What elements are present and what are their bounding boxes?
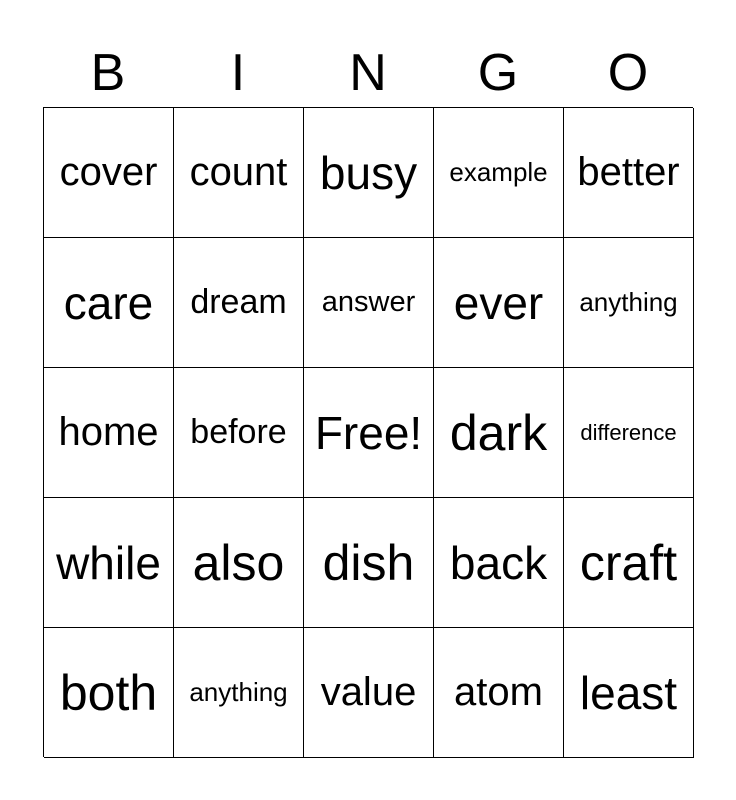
bingo-cell[interactable]: anything (174, 628, 304, 758)
bingo-cell[interactable]: answer (304, 238, 434, 368)
bingo-cell[interactable]: better (564, 108, 694, 238)
bingo-cell[interactable]: least (564, 628, 694, 758)
bingo-cell[interactable]: dish (304, 498, 434, 628)
bingo-cell[interactable]: dark (434, 368, 564, 498)
header-letter-o: O (607, 44, 649, 102)
header-letter-g: G (477, 44, 519, 102)
bingo-cell[interactable]: back (434, 498, 564, 628)
bingo-cell[interactable]: example (434, 108, 564, 238)
bingo-cell[interactable]: count (174, 108, 304, 238)
bingo-cell[interactable]: busy (304, 108, 434, 238)
bingo-cell[interactable]: cover (44, 108, 174, 238)
bingo-cell[interactable]: also (174, 498, 304, 628)
bingo-cell[interactable]: craft (564, 498, 694, 628)
bingo-cell[interactable]: before (174, 368, 304, 498)
header-letter-i: I (230, 44, 246, 102)
bingo-cell[interactable]: home (44, 368, 174, 498)
bingo-cell[interactable]: value (304, 628, 434, 758)
bingo-cell[interactable]: difference (564, 368, 694, 498)
header-letter-n: N (349, 44, 387, 102)
free-space-cell[interactable]: Free! (304, 368, 434, 498)
bingo-cell[interactable]: ever (434, 238, 564, 368)
bingo-header (43, 40, 693, 106)
bingo-cell[interactable]: anything (564, 238, 694, 368)
bingo-cell[interactable]: both (44, 628, 174, 758)
bingo-card-grid (43, 107, 693, 757)
header-letter-b: B (90, 44, 126, 102)
bingo-cell[interactable]: atom (434, 628, 564, 758)
bingo-cell[interactable]: care (44, 238, 174, 368)
bingo-cell[interactable]: while (44, 498, 174, 628)
bingo-cell[interactable]: dream (174, 238, 304, 368)
